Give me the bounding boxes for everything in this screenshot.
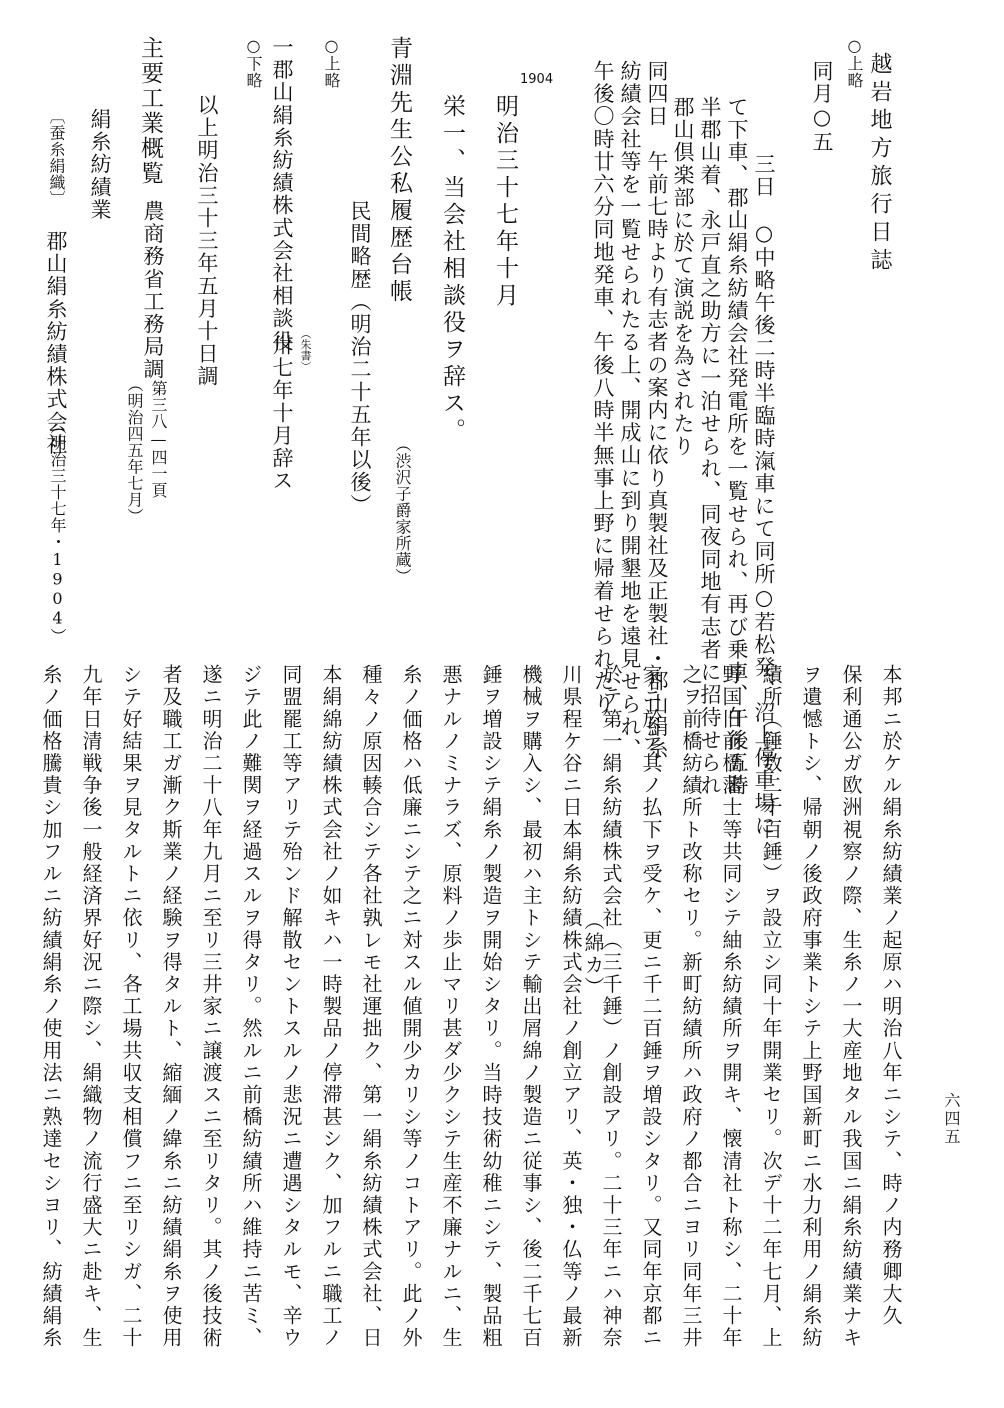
source-title: 青淵先生公私履歴台帳 (386, 36, 412, 306)
body-line: 保利通公ガ欧洲視察ノ際、生糸ノ一大産地タル我国ニ絹糸紡績業ナキ (839, 664, 863, 1350)
body-line: 九年日清戦争後一般経済界好況ニ際シ、絹織物ノ流行盛大ニ赴キ、生 (79, 664, 103, 1350)
date-heading: 明治三十七年十月 (492, 94, 518, 310)
diary-line: 三日 ○中略午後二時半臨時滊車にて同所○若松発、沼上停車場に (752, 153, 776, 837)
book-title: 主要工業概覧 (137, 36, 163, 186)
body-line: 者及職工ガ漸ク斯業ノ経験ヲ得タルト、縮緬ノ緯糸ニ紡績絹糸ヲ使用 (159, 664, 183, 1350)
body-line: 家ニ於テ其ノ払下ヲ受ケ、更ニ千二百錘ヲ増設シタリ。又同年京都ニ (639, 664, 663, 1350)
body-line: シテ好結果ヲ見タルトニ依リ、各工場共収支相償フニ至リシガ、二十 (119, 664, 143, 1350)
body-line: 本邦ニ於ケル絹糸紡績業ノ起原ハ明治八年ニシテ、時ノ内務卿大久 (879, 664, 903, 1327)
body-line: 本絹綿紡績株式会社ノ如キハ一時製品ノ停滞甚シク、加フルニ職工ノ (319, 664, 343, 1350)
body-line: 野国旧前橋藩士等共同シテ紬糸紡績所ヲ開キ、懐清社ト称シ、二十年 (719, 664, 743, 1350)
diary-line: 紡績会社等を一覧せられたる上、開成山に到り開墾地を遠見せられ、 (618, 60, 642, 761)
body-line: 川県程ケ谷ニ日本絹糸紡績株式会社ノ創立アリ、英・独・仏等ノ最新 (559, 664, 583, 1350)
event-summary: 栄一、当会社相談役ヲ辞ス。 (439, 94, 465, 445)
correction-note: （綿カ） (581, 910, 605, 999)
page-number: 六四五 (942, 1092, 961, 1146)
book-pages: 第三八—四一頁 (149, 380, 168, 499)
body-line: 之ヲ前橋紡績所ト改称セリ。新町紡績所ハ政府ノ都合ニヨリ同年三井 (679, 664, 703, 1350)
source-subheading: 民間略歴（明治二十五年以後） (348, 200, 372, 517)
section-heading: 絹糸紡績業 (88, 108, 112, 221)
body-line: 同盟罷工等アリテ殆ンド解散セントスルノ悲況ニ遭遇シタルモ、辛ウ (279, 664, 303, 1350)
book-publisher: 農商務省工務局調 (141, 200, 165, 381)
body-line: ジテ此ノ難関ヲ経過スルヲ得タリ。然ルニ前橋紡績所ハ維持ニ苦ミ、 (239, 664, 263, 1350)
body-line: 機械ヲ購入シ、最初ハ主トシテ輸出屑綿ノ製造ニ従事シ、後二千七百 (519, 664, 543, 1350)
diary-line: 午後〇時廿六分同地発車、午後八時半無事上野に帰着せられたり (591, 60, 615, 716)
diary-line: 郡山倶楽部に於て演説を為されたり (671, 96, 695, 458)
company-year: （明治三十七年・1904） (48, 418, 67, 645)
omission-mark: ○下略 (244, 36, 263, 89)
body-line: 績所（錘数二千百錘）ヲ設立シ同十年開業セリ。次デ十二年七月、上 (759, 664, 783, 1350)
body-line: 糸ノ価格ハ低廉ニシテ之ニ対スル値開少カリシ等ノコトアリ。此ノ外 (399, 664, 423, 1350)
category-label: 〔蚕糸絹織〕 (47, 108, 66, 207)
diary-line: 半郡山着、永戸直之助方に一泊せられ、同夜同地有志者に招待せられ (698, 96, 722, 797)
diary-line: て下車、郡山絹糸紡績会社発電所を一覧せられ、再び乗車、午後五時 (725, 96, 749, 797)
survey-date: 以上明治三十三年五月十日調 (195, 94, 219, 388)
omission-mark: ○上略 (845, 36, 864, 89)
entry-date-head: 同月○五 (810, 60, 834, 154)
diary-line: 同四日 午前七時より有志者の案内に依り真製社及正製社・郡山絹糸 (645, 60, 669, 761)
diary-title: 越岩地方旅行日誌 (867, 52, 892, 276)
source-holder: （渋沢子爵家所蔵） (393, 436, 412, 585)
body-line: 錘ヲ増設シテ絹糸ノ製造ヲ開始シタリ。当時技術幼稚ニシテ、製品粗 (479, 664, 503, 1350)
western-year: 1904 (520, 72, 554, 87)
register-entry: 一郡山絹糸紡績株式会社相談役 (270, 36, 294, 353)
omission-mark: ○上略 (322, 36, 341, 89)
body-line: 遂ニ明治二十八年九月ニ至リ三井家ニ譲渡スニ至リタリ。其ノ後技術 (199, 664, 223, 1350)
company-name: 郡山絹糸紡績株式会社 (44, 230, 68, 456)
body-line: ヲ遺憾トシ、帰朝ノ後政府事業トシテ上野国新町ニ水力利用ノ絹糸紡 (799, 664, 823, 1350)
body-line: 於テ第一絹糸紡績株式会社（三千錘）ノ創設アリ。二十三年ニハ神奈 (599, 664, 623, 1350)
body-line: 悪ナルノミナラズ、原料ノ歩止マリ甚ダ少クシテ生産不廉ナルニ、生 (439, 664, 463, 1350)
vermilion-note: （朱書） (299, 328, 312, 372)
body-line: 糸ノ価格騰貴シ加フルニ紡績絹糸ノ使用法ニ熟達セシヨリ、紡績絹糸 (39, 664, 63, 1350)
resign-date: 卅七年十月辞ス (270, 334, 294, 493)
book-date: （明治四五年七月） (125, 376, 144, 525)
body-line: 種々ノ原因輳合シテ各社孰レモ社運拙ク、第一絹糸紡績株式会社、日 (359, 664, 383, 1350)
